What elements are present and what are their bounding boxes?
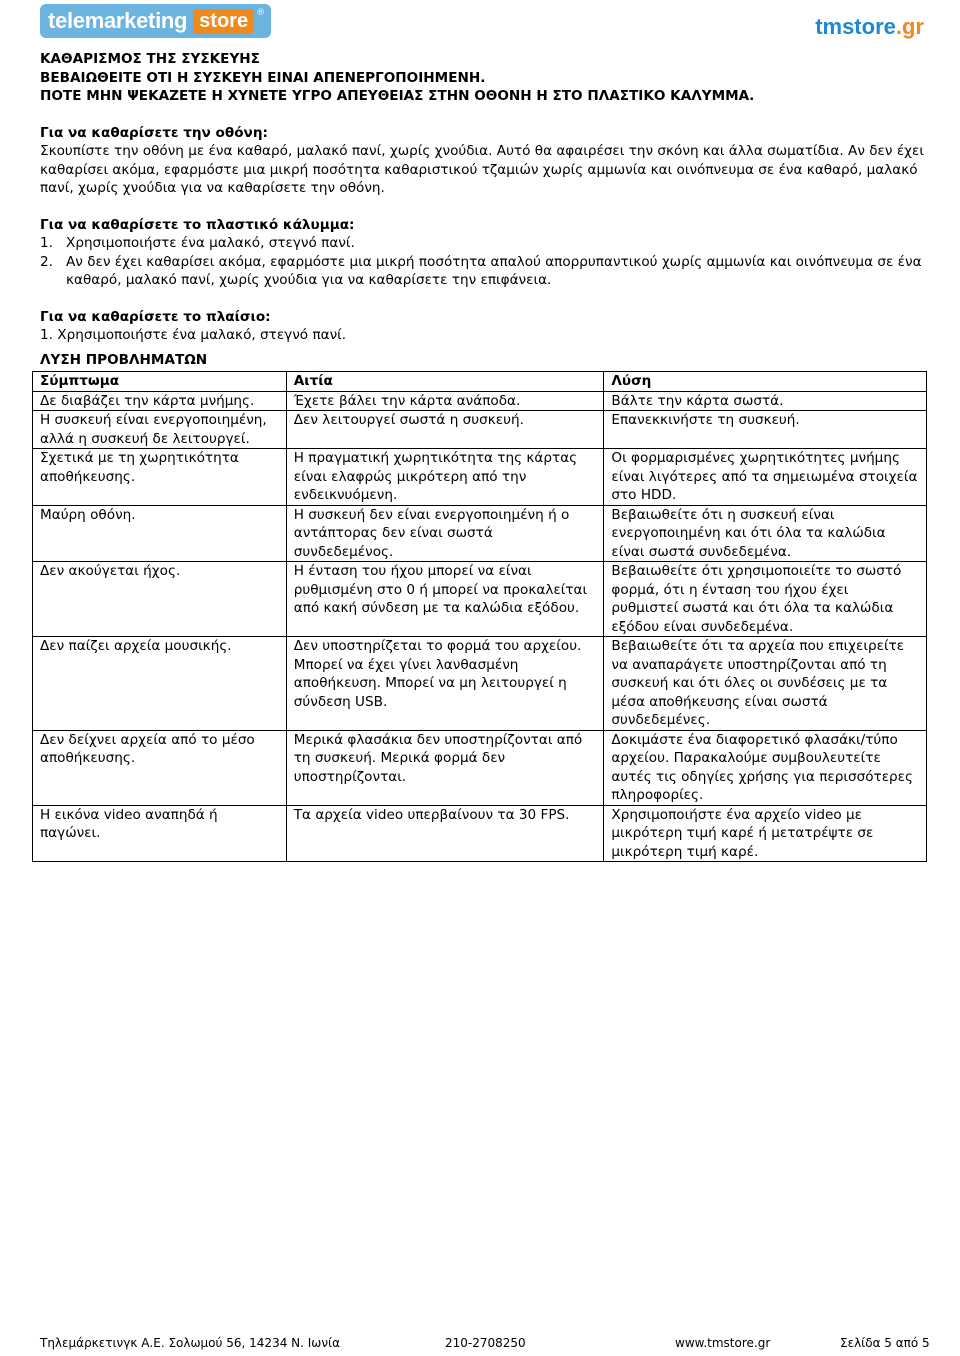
solution-cell: Επανεκκινήστε τη συσκευή. — [604, 411, 927, 449]
screen-cleaning-text: Σκουπίστε την οθόνη με ένα καθαρό, μαλακό πανί, χωρίς χνούδια. Αυτό θα αφαιρέσει την σκόνη και άλλα σωματίδια. Αν δεν έχει καθαρίσει ακόμα, εφαρμόστε μια μικρή ποσότητα καθαριστικού τζαμιών χωρίς αμμωνία και οινόπνευμα σε ένα καθαρό, μαλακό πανί, χωρίς χνούδια για να καθαρίσετε την οθόνη. — [40, 143, 924, 196]
troubleshooting-title: ΛΥΣΗ ΠΡΟΒΛΗΜΑΤΩΝ — [40, 351, 208, 368]
cause-cell: Δεν λειτουργεί σωστά η συσκευή. — [286, 411, 604, 449]
solution-cell: Βεβαιωθείτε ότι τα αρχεία που επιχειρείτε να αναπαράγετε υποστηρίζονται από τη συσκευή και ότι όλες οι συνδέσεις με τα μέσα αποθήκευσης είναι σωστά συνδεδεμένες. — [604, 637, 927, 731]
logo-store-badge: store — [193, 9, 254, 34]
symptom-cell: Δεν παίζει αρχεία μουσικής. — [33, 637, 287, 731]
symptom-cell: Η συσκευή είναι ενεργοποιημένη, αλλά η συσκευή δε λειτουργεί. — [33, 411, 287, 449]
frame-cleaning-heading: Για να καθαρίσετε το πλαίσιο: — [40, 308, 271, 325]
cover-item-text: Αν δεν έχει καθαρίσει ακόμα, εφαρμόστε μια μικρή ποσότητα απαλού απορρυπαντικού χωρίς αμμωνία και οινόπνευμα σε ένα καθαρό, μαλακό πανί, χωρίς χνούδια για να καθαρίσετε την επιφάνεια. — [66, 253, 922, 288]
frame-cleaning-item: 1. Χρησιμοποιήστε ένα μαλακό, στεγνό πανί. — [40, 327, 347, 343]
header-cause: Αιτία — [286, 372, 604, 392]
table-row — [33, 505, 927, 562]
cleaning-title: ΚΑΘΑΡΙΣΜΟΣ ΤΗΣ ΣΥΣΚΕΥΗΣ — [40, 51, 260, 67]
troubleshooting-table — [32, 371, 927, 862]
warning-device-off: ΒΕΒΑΙΩΘΕΙΤΕ ΟΤΙ Η ΣΥΣΚΕΥΗ ΕΙΝΑΙ ΑΠΕΝΕΡΓΟΠΟΙΗΜΕΝΗ. — [40, 69, 486, 86]
cause-cell: Δεν υποστηρίζεται το φορμά του αρχείου. Μπορεί να έχει γίνει λανθασμένη αποθήκευση. Μπορεί να μη λειτουργεί η σύνδεση USB. — [286, 637, 604, 731]
cover-item-number: 2. — [40, 253, 53, 270]
table-row — [33, 805, 927, 862]
table-row — [33, 637, 927, 731]
logo-right-tm: tmstore — [815, 14, 896, 39]
solution-cell: Βάλτε την κάρτα σωστά. — [604, 391, 927, 411]
cause-cell: Η ένταση του ήχου μπορεί να είναι ρυθμισμένη στο 0 ή μπορεί να προκαλείται από κακή σύνδεση με τα καλώδια εξόδου. — [286, 562, 604, 637]
cover-cleaning-heading: Για να καθαρίσετε το πλαστικό κάλυμμα: — [40, 216, 355, 233]
solution-cell: Χρησιμοποιήστε ένα αρχείο video με μικρότερη τιμή καρέ ή μετατρέψτε σε μικρότερη τιμή καρέ. — [604, 805, 927, 862]
footer-phone: 210-2708250 — [445, 1336, 526, 1350]
footer-company: Τηλεμάρκετινγκ Α.Ε. Σολωμού 56, 14234 Ν. Ιωνία — [40, 1336, 341, 1350]
symptom-cell: Σχετικά με τη χωρητικότητα αποθήκευσης. — [33, 449, 287, 506]
solution-cell: Βεβαιωθείτε ότι η συσκευή είναι ενεργοποιημένη και ότι όλα τα καλώδια είναι σωστά συνδεδεμένα. — [604, 505, 927, 562]
cover-item-1 — [40, 234, 925, 253]
tmstore-logo — [815, 14, 924, 40]
warning-no-spray: ΠΟΤΕ ΜΗΝ ΨΕΚΑΖΕΤΕ Η ΧΥΝΕΤΕ ΥΓΡΟ ΑΠΕΥΘΕΙΑΣ ΣΤΗΝ ΟΘΟΝΗ Η ΣΤΟ ΠΛΑΣΤΙΚΟ ΚΑΛΥΜΜΑ. — [40, 88, 755, 104]
logo-registered-mark: ® — [256, 8, 266, 18]
solution-cell: Δοκιμάστε ένα διαφορετικό φλασάκι/τύπο αρχείου. Παρακαλούμε συμβουλευτείτε αυτές τις οδηγίες χρήσης για περισσότερες πληροφορίες. — [604, 730, 927, 805]
table-row — [33, 449, 927, 506]
cover-item-number: 1. — [40, 235, 53, 251]
table-row — [33, 391, 927, 411]
symptom-cell: Δεν ακούγεται ήχος. — [33, 562, 287, 637]
cause-cell: Έχετε βάλει την κάρτα ανάποδα. — [286, 391, 604, 411]
solution-cell: Βεβαιωθείτε ότι χρησιμοποιείτε το σωστό φορμά, ότι η ένταση του ήχου έχει ρυθμιστεί σωστά και ότι όλα τα καλώδια εξόδου είναι συνδεδεμένα. — [604, 562, 927, 637]
cause-cell: Τα αρχεία video υπερβαίνουν τα 30 FPS. — [286, 805, 604, 862]
logo-right-gr: .gr — [895, 14, 924, 39]
telemarketing-store-logo — [40, 4, 271, 38]
header-symptom: Σύμπτωμα — [33, 372, 287, 392]
cover-item-text: Χρησιμοποιήστε ένα μαλακό, στεγνό πανί. — [66, 235, 355, 251]
cause-cell: Η πραγματική χωρητικότητα της κάρτας είναι ελαφρώς μικρότερη από την ενδεικνυόμενη. — [286, 449, 604, 506]
screen-cleaning-heading: Για να καθαρίσετε την οθόνη: — [40, 124, 268, 141]
cause-cell: Μερικά φλασάκια δεν υποστηρίζονται από τη συσκευή. Μερικά φορμά δεν υποστηρίζονται. — [286, 730, 604, 805]
symptom-cell: Δεν δείχνει αρχεία από το μέσο αποθήκευσης. — [33, 730, 287, 805]
footer-website[interactable]: www.tmstore.gr — [675, 1336, 771, 1350]
header-solution: Λύση — [604, 372, 927, 392]
cause-cell: Η συσκευή δεν είναι ενεργοποιημένη ή ο αντάπτορας δεν είναι σωστά συνδεδεμένος. — [286, 505, 604, 562]
solution-cell: Οι φορμαρισμένες χωρητικότητες μνήμης είναι λιγότερες από τα σημειωμένα στοιχεία στο HDD. — [604, 449, 927, 506]
footer-page-number: Σελίδα 5 από 5 — [840, 1336, 930, 1350]
document-body — [40, 50, 925, 862]
symptom-cell: Η εικόνα video αναπηδά ή παγώνει. — [33, 805, 287, 862]
symptom-cell: Μαύρη οθόνη. — [33, 505, 287, 562]
table-row — [33, 562, 927, 637]
symptom-cell: Δε διαβάζει την κάρτα μνήμης. — [33, 391, 287, 411]
table-header-row — [33, 372, 927, 392]
table-row — [33, 411, 927, 449]
cover-item-2 — [40, 253, 925, 290]
table-row — [33, 730, 927, 805]
logo-brand-text: telemarketing — [48, 8, 188, 33]
